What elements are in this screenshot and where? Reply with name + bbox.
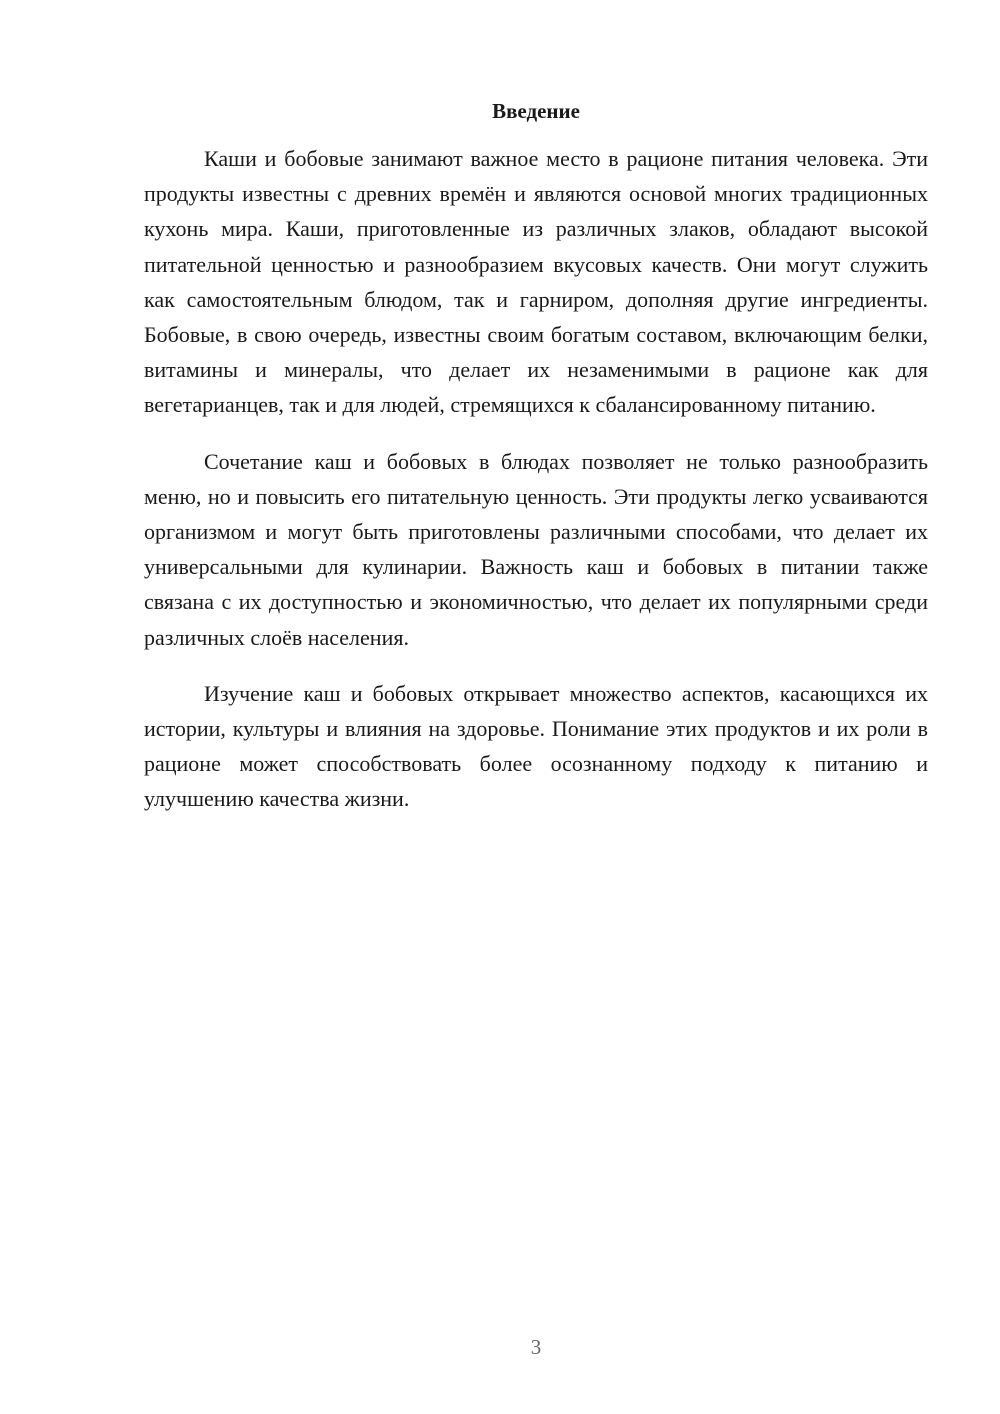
page-title: Введение xyxy=(492,99,580,123)
paragraph: Сочетание каш и бобовых в блюдах позволяет не только разнообразить меню, но и повысить его питательную ценность. Эти продукты легко усваиваются организмом и могут быть приготовлены различными способами, что делает их универсальными для кулинарии. Важность каш и бобовых в питании также связана с их доступностью и экономичностью, что делает их популярными среди различных слоёв населения. xyxy=(144,448,928,650)
page-number: 3 xyxy=(530,1335,542,1359)
body-text xyxy=(144,141,928,838)
paragraph: Каши и бобовые занимают важное место в рационе питания человека. Эти продукты известны с древних времён и являются основой многих традиционных кухонь мира. Каши, приготовленные из различных злаков, обладают высокой питательной ценностью и разнообразием вкусовых качеств. Они могут служить как самостоятельным блюдом, так и гарниром, дополняя другие ингредиенты. Бобовые, в свою очередь, известны своим богатым составом, включающим белки, витамины и минералы, что делает их незаменимыми в рационе как для вегетарианцев, так и для людей, стремящихся к сбалансированному питанию. xyxy=(144,146,928,418)
paragraph: Изучение каш и бобовых открывает множество аспектов, касающихся их истории, культуры и влияния на здоровье. Понимание этих продуктов и их роли в рационе может способствовать более осознанному подходу к питанию и улучшению качества жизни. xyxy=(144,680,928,812)
